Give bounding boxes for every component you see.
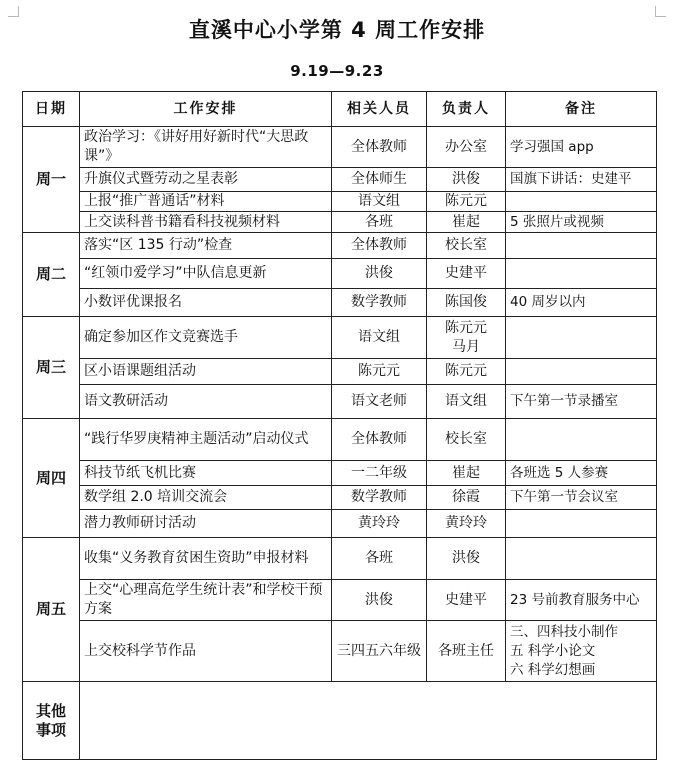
people-cell: 陈元元 (332, 359, 427, 385)
people-cell: 各班 (332, 212, 427, 233)
people-cell: 数学教师 (332, 486, 427, 510)
note-cell: 下午第一节会议室 (506, 486, 657, 510)
owner-cell: 陈国俊 (427, 289, 506, 317)
task-cell: “红领巾爱学习”中队信息更新 (80, 259, 332, 289)
people-cell: 全体师生 (332, 168, 427, 192)
task-cell: 上交读科普书籍看科技视频材料 (80, 212, 332, 233)
table-row (23, 419, 657, 461)
table-row (23, 192, 657, 212)
table-row (23, 317, 657, 359)
note-cell (506, 259, 657, 289)
note-line: 六 科学幻想画 (510, 661, 596, 678)
people-cell: 洪俊 (332, 259, 427, 289)
people-cell: 语文老师 (332, 385, 427, 419)
owner-cell: 校长室 (427, 419, 506, 461)
owner-cell: 校长室 (427, 233, 506, 259)
task-cell: 升旗仪式暨劳动之星表彰 (80, 168, 332, 192)
column-header-people: 相关人员 (332, 92, 427, 127)
people-cell: 数学教师 (332, 289, 427, 317)
note-cell (506, 359, 657, 385)
task-cell: 潜力教师研讨活动 (80, 510, 332, 538)
table-row (23, 385, 657, 419)
day-label: 周四 (23, 419, 80, 538)
note-line: 三、四科技小制作 (510, 623, 618, 640)
table-row (23, 359, 657, 385)
note-cell: 各班选 5 人参赛 (506, 461, 657, 486)
note-cell: 国旗下讲话：史建平 (506, 168, 657, 192)
owner-cell: 黄玲玲 (427, 510, 506, 538)
table-row (23, 233, 657, 259)
people-cell: 各班 (332, 538, 427, 580)
people-cell: 一二年级 (332, 461, 427, 486)
owner-cell: 崔起 (427, 212, 506, 233)
note-cell: 5 张照片或视频 (506, 212, 657, 233)
owner-cell: 徐霞 (427, 486, 506, 510)
owner-cell: 陈元元 (427, 192, 506, 212)
task-cell: 小数评优课报名 (80, 289, 332, 317)
task-cell: 上交校科学节作品 (80, 621, 332, 682)
table-header-row (23, 92, 657, 127)
table-row (23, 461, 657, 486)
people-cell: 黄玲玲 (332, 510, 427, 538)
task-cell: 数学组 2.0 培训交流会 (80, 486, 332, 510)
people-cell: 语文组 (332, 192, 427, 212)
note-cell: 下午第一节录播室 (506, 385, 657, 419)
table-row (23, 127, 657, 168)
column-header-date: 日期 (23, 92, 80, 127)
people-cell: 三四五六年级 (332, 621, 427, 682)
table-row (23, 580, 657, 621)
task-cell: 收集“义务教育贫困生资助”申报材料 (80, 538, 332, 580)
people-cell: 全体教师 (332, 233, 427, 259)
owner-cell: 洪俊 (427, 168, 506, 192)
task-cell: 落实“区 135 行动”检查 (80, 233, 332, 259)
day-label: 周三 (23, 317, 80, 419)
task-cell: 政治学习：《讲好用好新时代“大思政课”》 (80, 127, 332, 168)
owner-cell: 办公室 (427, 127, 506, 168)
owner-cell: 洪俊 (427, 538, 506, 580)
note-line: 五 科学小论文 (510, 642, 596, 659)
day-label: 周一 (23, 127, 80, 233)
day-label: 周二 (23, 233, 80, 317)
table-row (23, 510, 657, 538)
people-cell: 全体教师 (332, 419, 427, 461)
other-matters-row (23, 682, 657, 760)
note-cell (506, 510, 657, 538)
note-cell (506, 419, 657, 461)
task-cell: 上报“推广普通话”材料 (80, 192, 332, 212)
owner-cell: 史建平 (427, 580, 506, 621)
note-cell (506, 192, 657, 212)
owner-cell: 陈元元 (427, 359, 506, 385)
table-row (23, 621, 657, 682)
note-cell (506, 233, 657, 259)
table-row (23, 289, 657, 317)
date-range: 9.19—9.23 (290, 62, 384, 80)
task-cell: “践行华罗庚精神主题活动”启动仪式 (80, 419, 332, 461)
people-cell: 全体教师 (332, 127, 427, 168)
other-label-line: 事项 (35, 720, 66, 739)
table-row (23, 168, 657, 192)
column-header-note: 备注 (506, 92, 657, 127)
note-cell: 学习强国 app (506, 127, 657, 168)
owner-line: 陈元元 (445, 319, 487, 336)
other-matters-content (80, 682, 657, 760)
table-row (23, 538, 657, 580)
task-cell: 确定参加区作文竞赛选手 (80, 317, 332, 359)
owner-cell (427, 317, 506, 359)
note-cell (506, 317, 657, 359)
owner-cell: 史建平 (427, 259, 506, 289)
task-cell: 语文教研活动 (80, 385, 332, 419)
other-label-line: 其他 (35, 701, 66, 720)
task-cell: 区小语课题组活动 (80, 359, 332, 385)
day-label: 周五 (23, 538, 80, 682)
note-cell (506, 621, 657, 682)
owner-cell: 崔起 (427, 461, 506, 486)
owner-cell: 语文组 (427, 385, 506, 419)
note-cell (506, 538, 657, 580)
owner-cell: 各班主任 (427, 621, 506, 682)
note-cell: 40 周岁以内 (506, 289, 657, 317)
task-cell: 上交“心理高危学生统计表”和学校干预方案 (80, 580, 332, 621)
people-cell: 语文组 (332, 317, 427, 359)
schedule-table (22, 91, 657, 760)
column-header-owner: 负责人 (427, 92, 506, 127)
table-row (23, 259, 657, 289)
page-title: 直溪中心小学第 4 周工作安排 (188, 18, 486, 42)
owner-line: 马月 (452, 338, 480, 355)
note-cell: 23 号前教育服务中心 (506, 580, 657, 621)
other-matters-label (23, 682, 80, 760)
task-cell: 科技节纸飞机比赛 (80, 461, 332, 486)
column-header-task: 工作安排 (80, 92, 332, 127)
table-row (23, 486, 657, 510)
people-cell: 洪俊 (332, 580, 427, 621)
table-row (23, 212, 657, 233)
